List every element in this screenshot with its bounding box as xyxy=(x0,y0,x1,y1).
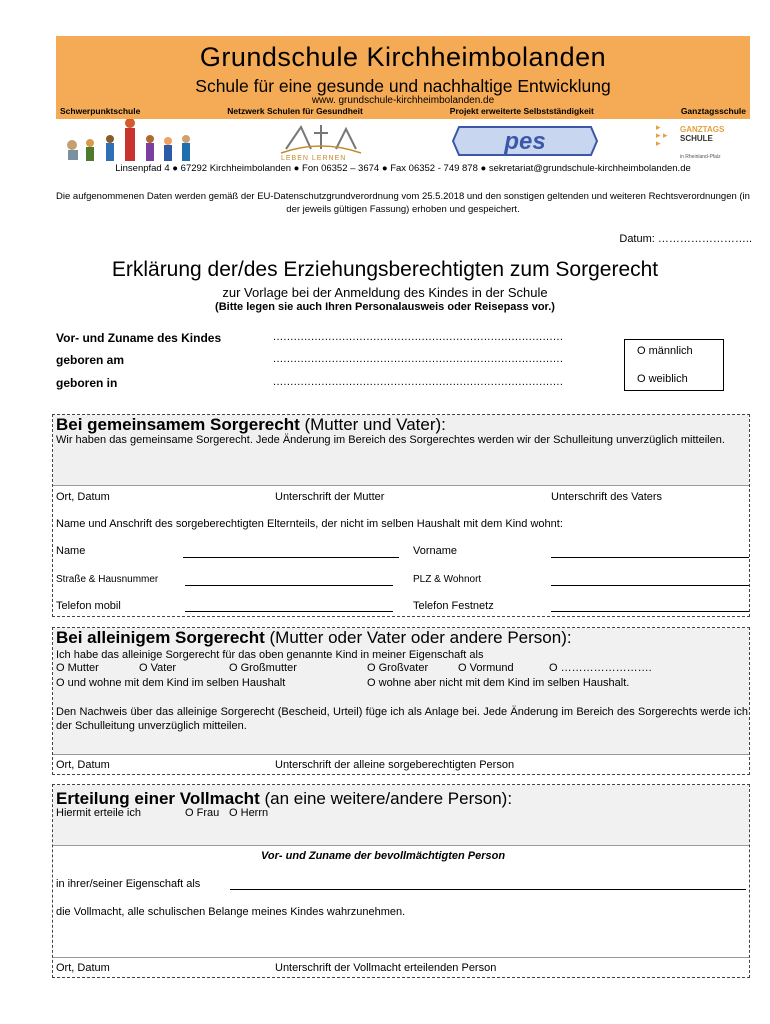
landline-field[interactable] xyxy=(551,611,749,612)
children-figures-icon xyxy=(62,119,202,163)
capacity-field[interactable] xyxy=(230,889,746,890)
arrows-icon: ▸ ▸ ▸ ▸ xyxy=(656,122,668,148)
birth-date-field[interactable]: .................................................................................... xyxy=(273,353,564,365)
id-note: (Bitte legen sie auch Ihren Personalausweis oder Reisepass vor.) xyxy=(215,301,555,313)
herrn-radio[interactable]: O Herrn xyxy=(229,807,268,819)
firstname-field[interactable] xyxy=(551,557,749,558)
option-grossmutter-radio[interactable]: O Großmutter xyxy=(229,662,297,674)
school-name: Grundschule Kirchheimbolanden xyxy=(199,42,607,72)
joint-custody-section xyxy=(52,414,750,617)
name-label: Name xyxy=(56,545,86,557)
name-field[interactable] xyxy=(183,557,399,558)
father-signature-label: Unterschrift des Vaters xyxy=(551,491,663,503)
place-date-label: Ort, Datum xyxy=(56,491,110,503)
child-name-field[interactable]: .................................................................................... xyxy=(273,331,564,343)
option-mutter-radio[interactable]: O Mutter xyxy=(56,662,99,674)
gender-female-radio[interactable]: O weiblich xyxy=(637,373,688,385)
tag-projekt: Projekt erweiterte Selbstständigkeit xyxy=(449,106,594,116)
child-name-label: Vor- und Zuname des Kindes xyxy=(56,331,222,345)
tag-ganztagsschule: Ganztagsschule xyxy=(680,106,746,116)
authority-text: die Vollmacht, alle schulischen Belange meines Kindes wahrzunehmen. xyxy=(56,906,406,918)
option-other-radio[interactable]: O ……………………. xyxy=(549,662,652,674)
mother-signature-label: Unterschrift der Mutter xyxy=(275,491,385,503)
grantor-signature-label: Unterschrift der Vollmacht erteilenden Person xyxy=(275,962,497,974)
school-letterhead xyxy=(56,36,750,163)
privacy-notice: Die aufgenommenen Daten werden gemäß der EU-Datenschutzgrundverordnung vom 25.5.2018 und den sonstigen geltenden und weiteren Rechtsverordnungen (in der jeweils gültigen Fassung) erhoben und gespeichert. xyxy=(56,191,750,215)
sole-signature-label: Unterschrift der alleine sorgeberechtigten Person xyxy=(275,759,515,771)
other-parent-note: Name und Anschrift des sorgeberechtigten Elternteils, der nicht im selben Haushalt mit dem Kind wohnt: xyxy=(56,518,563,530)
school-website: www. grundschule-kirchheimbolanden.de xyxy=(311,95,495,106)
power-of-attorney-section xyxy=(52,784,750,978)
birth-date-label: geboren am xyxy=(56,353,125,367)
tag-netzwerk: Netzwerk Schulen für Gesundheit xyxy=(227,106,363,116)
zip-field[interactable] xyxy=(551,585,749,586)
same-household-radio[interactable]: O und wohne mit dem Kind im selben Haushalt xyxy=(56,677,285,689)
sole-custody-section xyxy=(52,627,750,775)
page-subtitle: zur Vorlage bei der Anmeldung des Kindes in der Schule xyxy=(222,285,548,300)
mobile-label: Telefon mobil xyxy=(56,600,121,612)
tag-schwerpunktschule: Schwerpunktschule xyxy=(60,106,141,116)
capacity-label: in ihrer/seiner Eigenschaft als xyxy=(56,878,201,890)
authorized-name-caption: Vor- und Zuname der bevollmächtigten Person xyxy=(261,850,506,862)
school-motto: Schule für eine gesunde und nachhaltige Entwicklung xyxy=(195,76,611,96)
firstname-label: Vorname xyxy=(413,545,458,557)
proof-text: Den Nachweis über das alleinige Sorgerecht (Bescheid, Urteil) füge ich als Anlage bei. Jede Änderung im Bereich des Sorgerechts werde ich der Schulleitung unverzüglich mitteilen. xyxy=(56,706,748,732)
date-field[interactable]: Datum: …………………….. xyxy=(619,233,752,245)
zip-label: PLZ & Wohnort xyxy=(413,574,482,585)
gender-box xyxy=(624,339,724,391)
contact-line: Linsenpfad 4 ● 67292 Kirchheimbolanden ● Fon 06352 – 3674 ● Fax 06352 - 749 878 ● sekretariat@grundschule-kirchheimbolanden.de xyxy=(115,163,691,174)
page-title: Erklärung der/des Erziehungsberechtigten zum Sorgerecht xyxy=(111,258,659,281)
landline-label: Telefon Festnetz xyxy=(413,600,494,612)
mobile-field[interactable] xyxy=(185,611,393,612)
pes-logo-icon xyxy=(451,125,601,157)
power-of-attorney-heading: Erteilung einer Vollmacht (an eine weitere/andere Person): xyxy=(56,789,513,808)
option-grossvater-radio[interactable]: O Großvater xyxy=(367,662,428,674)
grant-label: Hiermit erteile ich xyxy=(56,807,141,819)
gender-male-radio[interactable]: O männlich xyxy=(637,345,693,357)
joint-custody-text: Wir haben das gemeinsame Sorgerecht. Jede Änderung im Bereich des Sorgerechtes werden wir der Schulleitung unverzüglich mitteilen. xyxy=(56,434,725,446)
option-vormund-radio[interactable]: O Vormund xyxy=(458,662,514,674)
place-date-label: Ort, Datum xyxy=(56,759,110,771)
birth-place-label: geboren in xyxy=(56,376,118,390)
leben-lernen-label: LEBEN LERNEN xyxy=(281,155,347,162)
birth-place-field[interactable]: .................................................................................... xyxy=(273,376,564,388)
logo-band xyxy=(56,119,750,163)
ganztagsschule-logo: ▸ ▸ ▸ ▸ GANZTAGS SCHULE in Rheinland-Pfalz xyxy=(656,122,725,160)
street-field[interactable] xyxy=(185,585,393,586)
sole-custody-heading: Bei alleinigem Sorgerecht (Mutter oder Vater oder andere Person): xyxy=(56,628,572,647)
separate-household-radio[interactable]: O wohne aber nicht mit dem Kind im selben Haushalt. xyxy=(367,677,629,689)
pes-logo-text: pes xyxy=(504,128,546,155)
joint-custody-heading: Bei gemeinsamem Sorgerecht (Mutter und Vater): xyxy=(56,415,446,434)
frau-radio[interactable]: O Frau xyxy=(185,807,219,819)
option-vater-radio[interactable]: O Vater xyxy=(139,662,176,674)
school-tags xyxy=(60,106,746,116)
place-date-label: Ort, Datum xyxy=(56,962,110,974)
street-label: Straße & Hausnummer xyxy=(56,574,159,585)
sole-custody-text: Ich habe das alleinige Sorgerecht für das oben genannte Kind in meiner Eigenschaft als xyxy=(56,649,484,661)
